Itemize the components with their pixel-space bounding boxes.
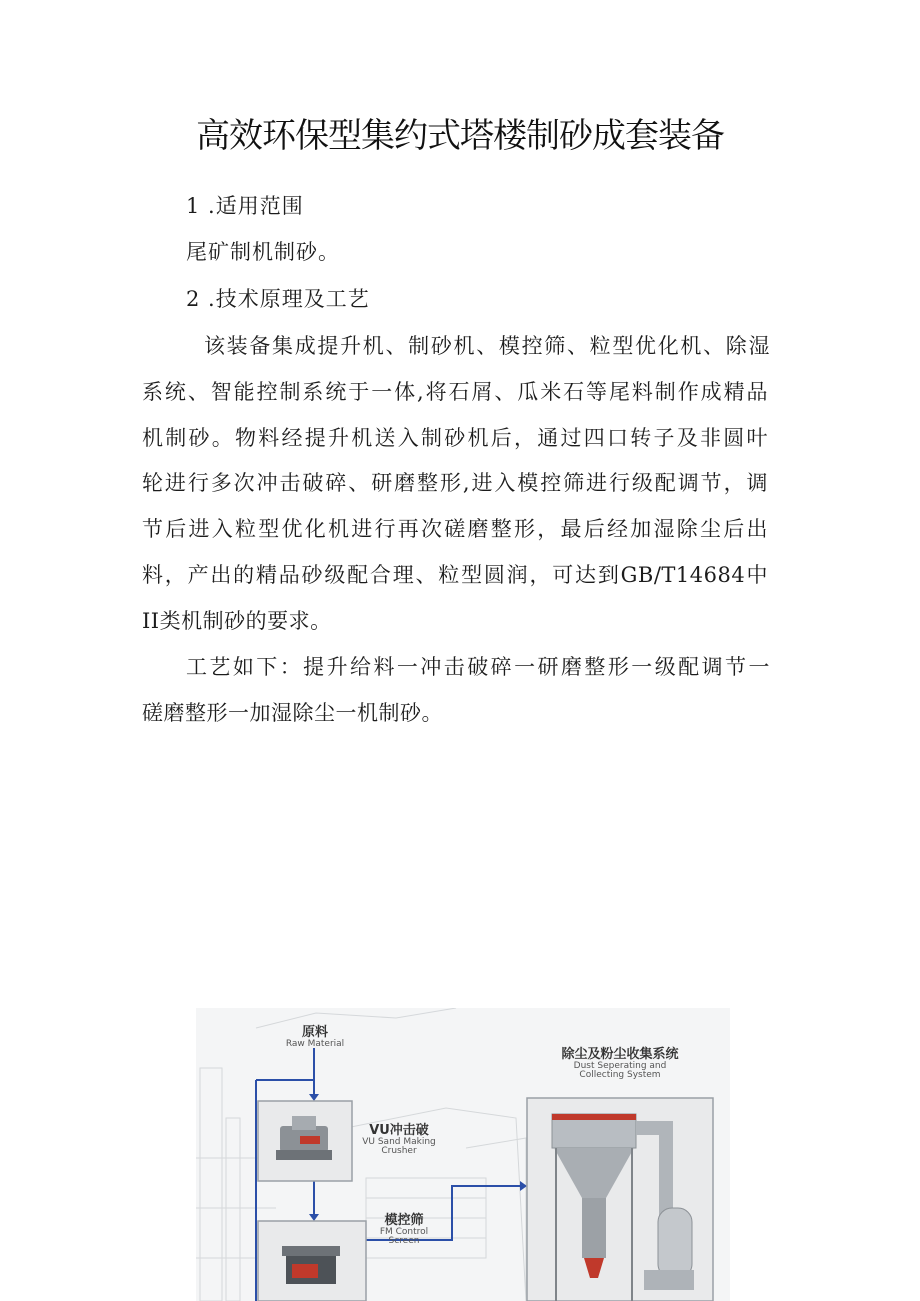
dust-system-en-2: Collecting System bbox=[579, 1070, 661, 1081]
section-heading-2: 2 .技术原理及工艺 bbox=[186, 287, 370, 311]
paragraph-line: 机制砂。物料经提升机送入制砂机后，通过四口转子及非圆叶 bbox=[142, 426, 768, 450]
paragraph-line: 料，产出的精品砂级配合理、粒型圆润，可达到GB/T14684中 bbox=[142, 563, 768, 587]
dust-system-zh: 除尘及粉尘收集系统 bbox=[561, 1047, 679, 1062]
section-heading-1: 1 .适用范围 bbox=[186, 194, 304, 218]
raw-material-zh: 原料 bbox=[301, 1025, 328, 1040]
screen-zh: 模控筛 bbox=[384, 1213, 424, 1228]
process-line: 工艺如下：提升给料一冲击破碎一研磨整形一级配调节一 bbox=[186, 655, 770, 679]
paragraph-line: 节后进入粒型优化机进行再次磋磨整形，最后经加湿除尘后出 bbox=[142, 517, 768, 541]
screen-en-2: Screen bbox=[388, 1236, 420, 1247]
dust-system-en-1: Dust Seperating and bbox=[573, 1060, 667, 1071]
paragraph-line: 轮进行多次冲击破碎、研磨整形,进入模控筛进行级配调节，调 bbox=[142, 471, 768, 495]
dust-system-label bbox=[540, 1048, 700, 1081]
crusher-en-2: Crusher bbox=[381, 1146, 417, 1157]
crusher-en-1: VU Sand Making bbox=[362, 1136, 436, 1147]
crusher-zh: VU冲击破 bbox=[369, 1123, 429, 1138]
section-body-1: 尾矿制机制砂。 bbox=[186, 240, 340, 264]
raw-material-en: Raw Material bbox=[285, 1038, 345, 1049]
paragraph-line: II类机制砂的要求。 bbox=[142, 609, 332, 633]
page-title: 高效环保型集约式塔楼制砂成套装备 bbox=[196, 116, 724, 156]
paragraph-line: 该装备集成提升机、制砂机、模控筛、粒型优化机、除湿 bbox=[204, 334, 770, 358]
paragraph-line: 系统、智能控制系统于一体,将石屑、瓜米石等尾料制作成精品 bbox=[142, 380, 768, 404]
process-line: 磋磨整形一加湿除尘一机制砂。 bbox=[142, 701, 443, 725]
process-flow-diagram bbox=[196, 1008, 730, 1301]
crusher-label bbox=[354, 1124, 444, 1157]
raw-material-label bbox=[280, 1026, 350, 1049]
screen-en-1: FM Control bbox=[379, 1226, 429, 1237]
screen-label bbox=[364, 1214, 444, 1247]
